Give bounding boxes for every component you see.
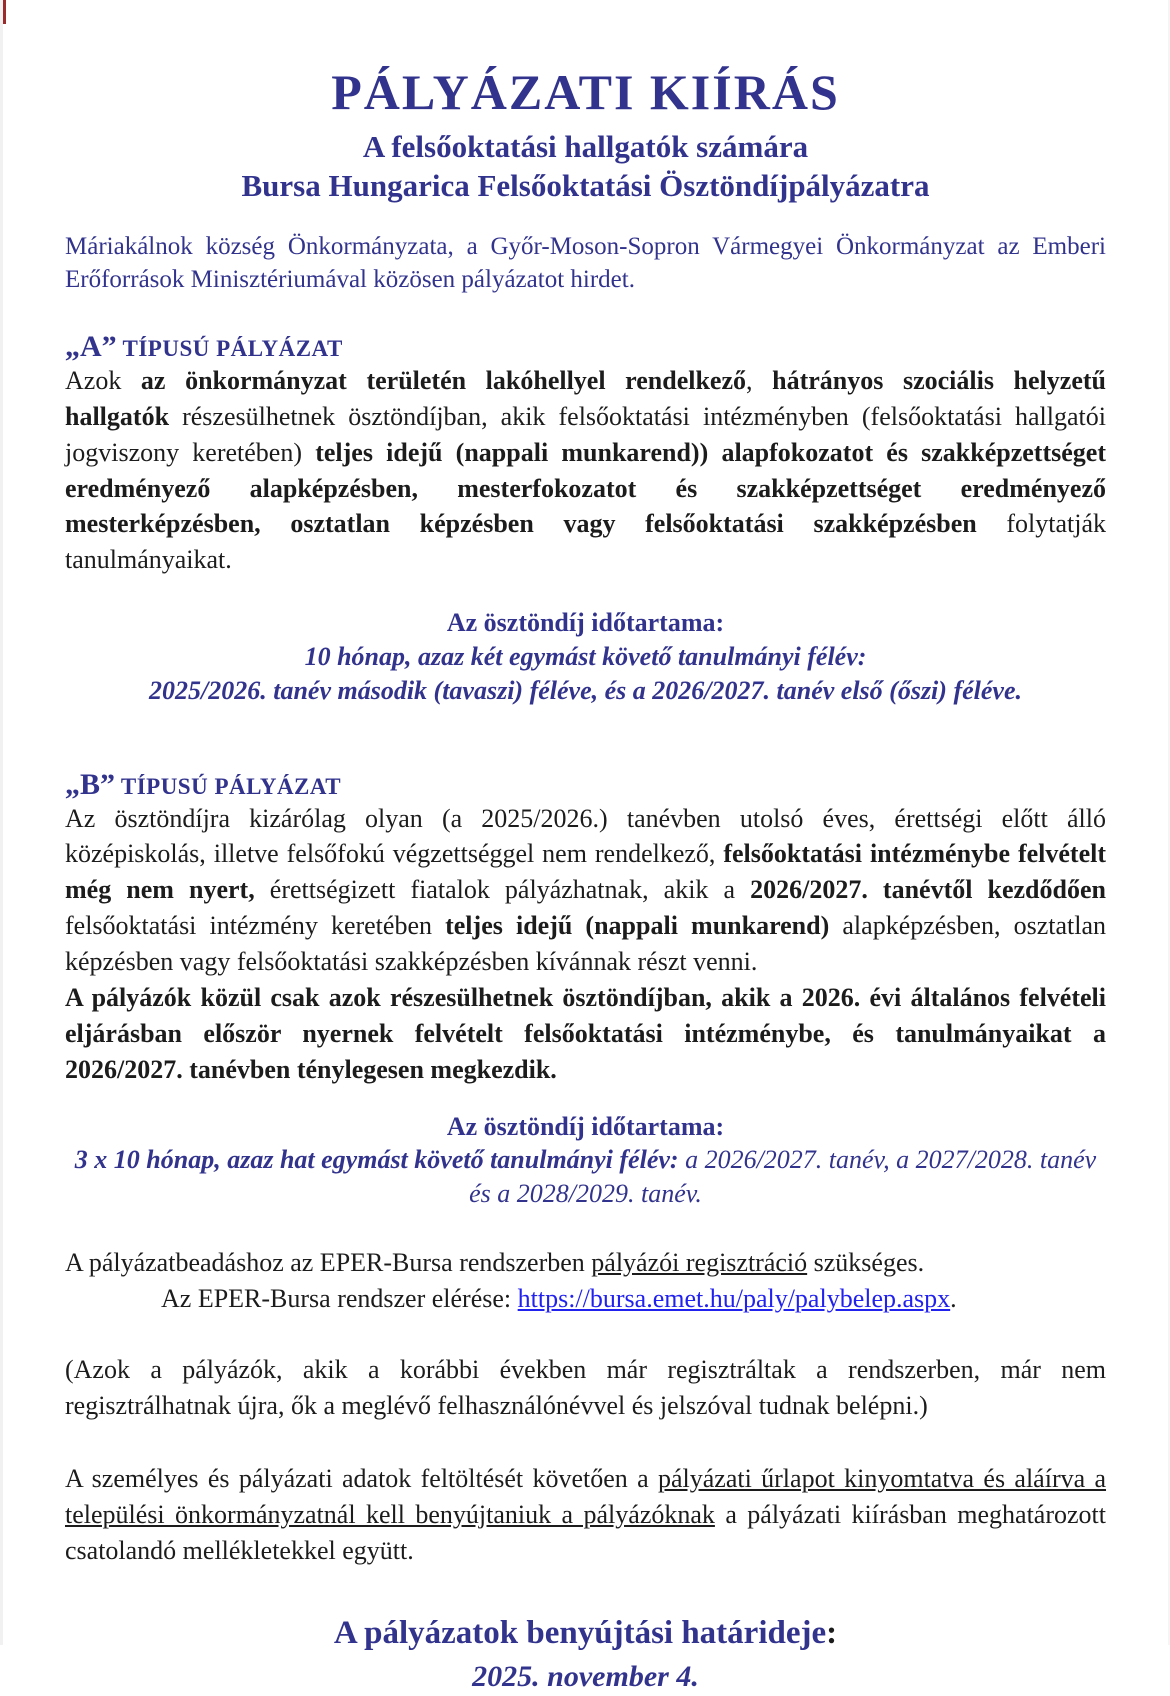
text-run: felsőoktatási intézmény keretében	[65, 911, 446, 941]
text-run: pályázói regisztráció	[591, 1247, 808, 1277]
deadline-block	[65, 1613, 1106, 1696]
text-run: A személyes és pályázati adatok feltöltését követően a	[65, 1464, 658, 1494]
text-run: az önkormányzat területén lakóhellyel rendelkező	[140, 365, 747, 395]
section-b-body	[65, 801, 1106, 980]
text-run: teljes idejű (nappali munkarend)	[445, 911, 830, 941]
text-run: részesülhetnek ösztöndíjban, akik felsőoktatási intézményben (felsőoktatási hallgatói jogviszony keretében)	[65, 401, 1106, 467]
section-a-duration	[65, 606, 1106, 707]
text-run: .	[950, 1284, 957, 1314]
section-b-heading	[65, 768, 1106, 801]
section-b-duration-line	[65, 1143, 1106, 1211]
text-run: a 2026/2027. tanév, a 2027/2028. tanév és a 2028/2029. tanév.	[469, 1145, 1097, 1209]
document-subtitle-2: Bursa Hungarica Felsőoktatási Ösztöndíjpályázatra	[241, 167, 930, 203]
deadline-colon: :	[826, 1615, 838, 1652]
text-run: Az ösztöndíjra kizárólag olyan (a 2025/2026.) tanévben utolsó éves, érettségi előtt álló középiskolás, illetve felsőfokú végzettséggel nem rendelkező,	[65, 803, 1106, 869]
document-title: PÁLYÁZATI KIÍRÁS	[331, 64, 840, 120]
text-run: folytatják tanulmányaikat.	[65, 509, 1107, 575]
deadline-label: A pályázatok benyújtási határideje	[333, 1615, 827, 1652]
text-run: A pályázatbeadáshoz az EPER-Bursa rendszerben	[65, 1247, 592, 1277]
text-run: felsőoktatási intézménybe felvételt még nem nyert,	[65, 839, 1106, 905]
text-run: hátrányos szociális helyzetű hallgatók	[65, 365, 1106, 431]
text-run: alapképzésben, osztatlan képzésben vagy felsőoktatási szakképzésben kívánnak részt venni.	[65, 911, 1106, 977]
section-b-duration-heading: Az ösztöndíj időtartama:	[446, 1111, 725, 1141]
registration-line-1	[65, 1245, 1106, 1281]
text-run: pályázati űrlapot kinyomtatva és aláírva a települési önkormányzatnál kell benyújtaniuk a pályázóknak	[65, 1464, 1107, 1530]
text-run: a pályázati kiírásban meghatározott csatolandó mellékletekkel együtt.	[65, 1500, 1106, 1566]
document-subtitle-1: A felsőoktatási hallgatók számára	[362, 128, 809, 164]
registration-note: (Azok a pályázók, akik a korábbi években már regisztráltak a rendszerben, már nem regisztrálhatnak újra, ők a meglévő felhasználónévvel és jelszóval tudnak belépni.)	[65, 1354, 1106, 1420]
section-a-heading-label: TÍPUSÚ PÁLYÁZAT	[116, 335, 343, 361]
text-run: teljes idejű (nappali munkarend)) alapfokozatot és szakképzettséget eredményező alapképzésben, mesterfokozatot és szakképzettséget eredményező mesterképzésben, osztatlan képzésben vagy felsőoktatási szakképzésben	[65, 437, 1106, 539]
section-b-heading-label: TÍPUSÚ PÁLYÁZAT	[115, 773, 342, 799]
section-a-duration-line2: 2025/2026. tanév második (tavaszi) féléve, és a 2026/2027. tanév első (őszi) féléve.	[149, 675, 1022, 705]
text-run: 3 x 10 hónap, azaz hat egymást követő tanulmányi félév:	[74, 1145, 679, 1175]
text-run: Az EPER-Bursa rendszer elérése:	[161, 1284, 518, 1314]
text-run: Azok	[65, 365, 141, 395]
eper-bursa-link[interactable]: https://bursa.emet.hu/paly/palybelep.aspx	[517, 1284, 951, 1314]
section-a-body	[65, 363, 1106, 578]
deadline-date: 2025. november 4.	[472, 1660, 699, 1694]
section-a-duration-line1: 10 hónap, azaz két egymást követő tanulmányi félév:	[304, 641, 867, 671]
section-b-duration	[65, 1110, 1106, 1211]
page-corner-mark	[3, 0, 6, 24]
text-run: szükséges.	[807, 1247, 925, 1277]
intro-paragraph: Máriakálnok község Önkormányzata, a Győr-Moson-Sopron Vármegyei Önkormányzat az Emberi Erőforrások Minisztériumával közösen pályázatot hirdet.	[65, 232, 1106, 293]
submission-paragraph	[65, 1461, 1106, 1569]
registration-block	[65, 1245, 1106, 1318]
section-b-emphasis-paragraph: A pályázók közül csak azok részesülhetnek ösztöndíjban, akik a 2026. évi általános felvételi eljárásban először nyernek felvételt felsőoktatási intézménybe, és tanulmányaikat a 2026/2027. tanévben ténylegesen megkezdik.	[65, 982, 1106, 1084]
section-a-heading	[65, 330, 1106, 363]
registration-line-2	[65, 1281, 1106, 1317]
section-a-duration-heading: Az ösztöndíj időtartama:	[446, 608, 725, 638]
text-run: ,	[746, 365, 773, 395]
deadline-heading	[65, 1613, 1106, 1654]
text-run: 2026/2027. tanévtől kezdődően	[750, 875, 1106, 905]
text-run: érettségizett fiatalok pályázhatnak, akik a	[254, 875, 751, 905]
section-a-heading-letter: „A”	[65, 329, 117, 363]
section-b-heading-letter: „B”	[65, 767, 116, 801]
